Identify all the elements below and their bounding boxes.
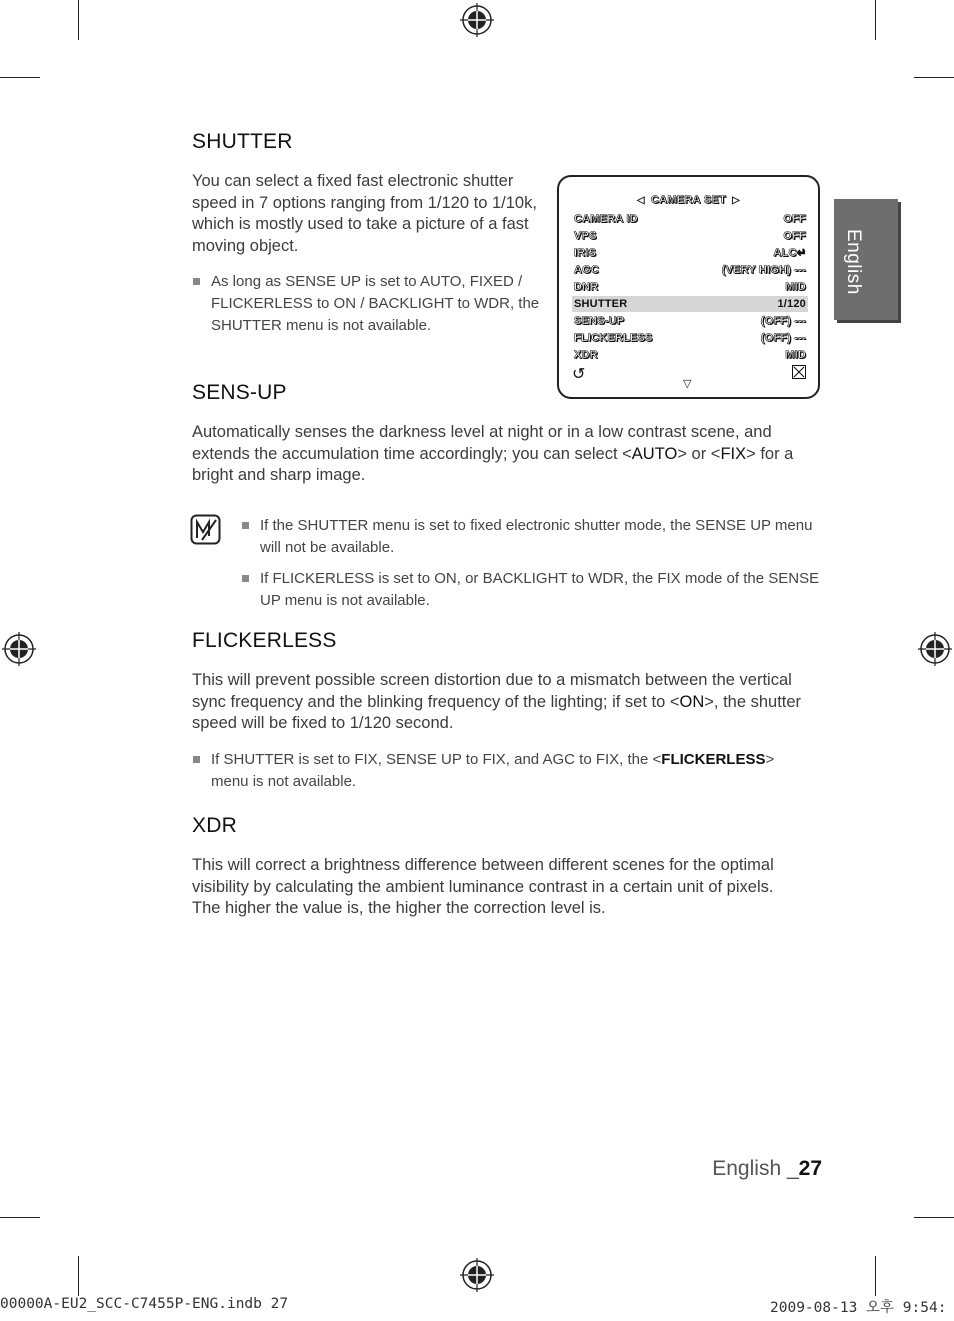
crop-mark bbox=[0, 77, 40, 78]
osd-row-value: MID bbox=[785, 281, 806, 293]
osd-row-value: OFF bbox=[783, 230, 806, 242]
page-number-value: 27 bbox=[798, 1157, 822, 1180]
camera-set-osd-menu bbox=[557, 175, 820, 399]
flickerless-option-on: ON bbox=[679, 692, 705, 711]
language-side-tab bbox=[834, 199, 898, 320]
memo-note-icon bbox=[190, 514, 221, 545]
osd-row-dnr[interactable] bbox=[572, 279, 808, 295]
section-heading-sens-up: SENS-UP bbox=[192, 381, 287, 404]
crop-mark bbox=[78, 0, 79, 40]
flickerless-body-part: >, the shutter speed will be fixed to 1/120 second. bbox=[192, 692, 802, 732]
sens-up-body-part: > for a bright and sharp image. bbox=[192, 444, 794, 484]
sens-up-note-1-text: If the SHUTTER menu is set to fixed electronic shutter mode, the SENSE UP menu will not be available. bbox=[260, 517, 813, 556]
osd-row-value: (VERY HIGH) --- bbox=[721, 264, 806, 276]
crop-mark bbox=[78, 1256, 79, 1296]
osd-row-key: SENS-UP bbox=[574, 315, 625, 327]
close-box-icon[interactable] bbox=[792, 365, 806, 379]
sens-up-note-1 bbox=[260, 515, 820, 559]
sens-up-option-fix: FIX bbox=[720, 444, 747, 463]
xdr-body: This will correct a brightness difference between different scenes for the optimal visibility by calculating the ambient luminance contrast in a certain unit of pixels. The higher the value is, the higher the correction level is. bbox=[192, 856, 774, 917]
osd-row-value: MID bbox=[785, 349, 806, 361]
shutter-note-text: As long as SENSE UP is set to AUTO, FIXED / FLICKERLESS to ON / BACKLIGHT to WDR, the SHUTTER menu is not available. bbox=[211, 273, 540, 334]
section-heading-xdr: XDR bbox=[192, 814, 237, 837]
page-number-label: English _ bbox=[712, 1157, 799, 1180]
osd-row-value: (OFF) --- bbox=[760, 315, 806, 327]
crop-mark bbox=[914, 77, 954, 78]
osd-row-key: CAMERA ID bbox=[574, 213, 638, 225]
osd-row-value: ALC↵ bbox=[773, 247, 806, 259]
flickerless-body bbox=[192, 670, 826, 735]
left-triangle-icon[interactable]: ◁ bbox=[636, 195, 645, 206]
osd-row-key: IRIS bbox=[574, 247, 597, 259]
section-heading-flickerless: FLICKERLESS bbox=[192, 629, 337, 652]
flickerless-note-strong: FLICKERLESS bbox=[661, 751, 766, 768]
osd-row-camera-id[interactable] bbox=[572, 211, 808, 227]
bullet-square-icon bbox=[193, 278, 200, 285]
sens-up-body-part: > or < bbox=[677, 444, 721, 463]
bullet-square-icon bbox=[193, 756, 200, 763]
osd-row-iris[interactable] bbox=[572, 245, 808, 261]
osd-row-key: SHUTTER bbox=[574, 298, 628, 310]
osd-row-shutter-selected[interactable] bbox=[572, 296, 808, 312]
flickerless-note bbox=[211, 749, 811, 793]
section-heading-shutter: SHUTTER bbox=[192, 130, 293, 153]
side-tab-label: English bbox=[843, 229, 864, 295]
osd-row-value: OFF bbox=[783, 213, 806, 225]
osd-title-bar bbox=[559, 194, 818, 206]
osd-row-key: AGC bbox=[574, 264, 600, 276]
osd-row-key: FLICKERLESS bbox=[574, 332, 653, 344]
crop-mark bbox=[0, 1217, 40, 1218]
bullet-square-icon bbox=[242, 522, 249, 529]
sens-up-note-2-text: If FLICKERLESS is set to ON, or BACKLIGHT to WDR, the FIX mode of the SENSE UP menu is not available. bbox=[260, 570, 820, 609]
crop-mark bbox=[875, 1256, 876, 1296]
osd-row-key: DNR bbox=[574, 281, 599, 293]
right-triangle-icon[interactable]: ▷ bbox=[732, 195, 741, 206]
print-slug-file: 00000A-EU2_SCC-C7455P-ENG.indb 27 bbox=[0, 1296, 289, 1312]
osd-row-value: (OFF) --- bbox=[760, 332, 806, 344]
shutter-body: You can select a fixed fast electronic shutter speed in 7 options ranging from 1/120 to 1/10k, which is mostly used to take a picture of a fast moving object. bbox=[192, 172, 537, 255]
sens-up-body-part: Automatically senses the darkness level at night or in a low contrast scene, and extends the accumulation time accordingly; you can select < bbox=[192, 423, 772, 463]
flickerless-note-part: > menu is not available. bbox=[211, 751, 775, 790]
crop-mark bbox=[875, 0, 876, 40]
down-triangle-icon[interactable]: ▽ bbox=[683, 378, 692, 390]
registration-mark-icon bbox=[918, 632, 952, 666]
osd-row-flickerless[interactable] bbox=[572, 330, 808, 346]
osd-row-value: 1/120 bbox=[777, 298, 806, 310]
osd-row-key: XDR bbox=[574, 349, 598, 361]
registration-mark-icon bbox=[2, 632, 36, 666]
registration-mark-icon bbox=[460, 1258, 494, 1292]
sens-up-body bbox=[192, 422, 822, 487]
osd-row-xdr[interactable] bbox=[572, 347, 808, 363]
crop-mark bbox=[914, 1217, 954, 1218]
osd-row-key: VPS bbox=[574, 230, 597, 242]
print-slug-datetime: 2009-08-13 오후 9:54: bbox=[770, 1300, 947, 1316]
flickerless-note-part: If SHUTTER is set to FIX, SENSE UP to FIX, and AGC to FIX, the < bbox=[211, 751, 662, 768]
return-icon[interactable]: ↺ bbox=[572, 366, 586, 383]
sens-up-option-auto: AUTO bbox=[631, 444, 678, 463]
registration-mark-icon bbox=[460, 3, 494, 37]
osd-title: CAMERA SET bbox=[650, 194, 727, 206]
osd-row-agc[interactable] bbox=[572, 262, 808, 278]
shutter-note bbox=[211, 271, 541, 337]
page-number bbox=[712, 1157, 822, 1181]
bullet-square-icon bbox=[242, 575, 249, 582]
osd-row-vps[interactable] bbox=[572, 228, 808, 244]
flickerless-body-part: This will prevent possible screen distortion due to a mismatch between the vertical sync frequency and the blinking frequency of the lighting; if set to < bbox=[192, 671, 792, 711]
osd-row-sens-up[interactable] bbox=[572, 313, 808, 329]
sens-up-note-2 bbox=[260, 568, 820, 612]
